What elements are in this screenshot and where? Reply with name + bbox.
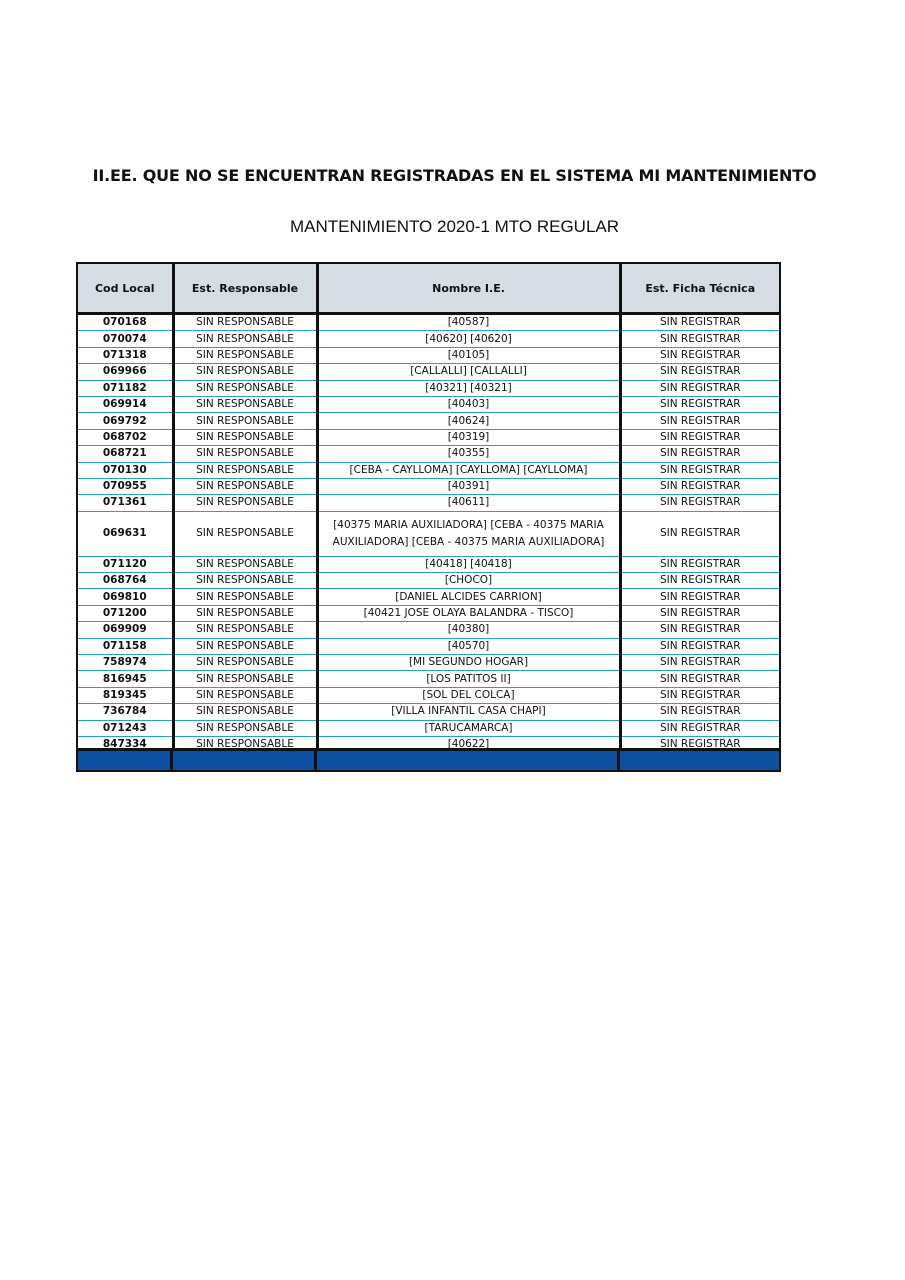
table-row [78, 671, 779, 687]
page-title: II.EE. QUE NO SE ENCUENTRAN REGISTRADAS EN EL SISTEMA MI MANTENIMIENTO [92, 166, 817, 185]
cell-est-responsable: SIN RESPONSABLE [173, 446, 317, 462]
cell-est-responsable: SIN RESPONSABLE [173, 556, 317, 572]
table-row [78, 556, 779, 572]
table-row [78, 396, 779, 412]
cell-est-responsable: SIN RESPONSABLE [173, 396, 317, 412]
table-row [78, 655, 779, 671]
table-row [78, 347, 779, 363]
cell-cod-local: 071318 [78, 347, 173, 363]
table-row [78, 573, 779, 589]
header-nombre-ie: Nombre I.E. [317, 264, 620, 314]
cell-cod-local: 847334 [78, 736, 173, 752]
cell-nombre-ie: [40375 MARIA AUXILIADORA] [CEBA - 40375 MARIA AUXILIADORA] [CEBA - 40375 MARIA AUXILIADORA] [317, 511, 620, 556]
cell-est-ficha-tecnica: SIN REGISTRAR [620, 556, 779, 572]
cell-est-ficha-tecnica: SIN REGISTRAR [620, 687, 779, 703]
cell-nombre-ie: [40611] [317, 495, 620, 511]
cell-est-responsable: SIN RESPONSABLE [173, 314, 317, 331]
cell-nombre-ie: [40380] [317, 622, 620, 638]
cell-cod-local: 068721 [78, 446, 173, 462]
table-row [78, 687, 779, 703]
cell-cod-local: 069631 [78, 511, 173, 556]
cell-nombre-ie: [CHOCO] [317, 573, 620, 589]
cell-est-responsable: SIN RESPONSABLE [173, 462, 317, 478]
cell-cod-local: 070130 [78, 462, 173, 478]
cell-nombre-ie: [SOL DEL COLCA] [317, 687, 620, 703]
cell-est-responsable: SIN RESPONSABLE [173, 347, 317, 363]
cell-est-ficha-tecnica: SIN REGISTRAR [620, 704, 779, 720]
cell-est-ficha-tecnica: SIN REGISTRAR [620, 655, 779, 671]
footer-cell [317, 751, 620, 770]
cell-nombre-ie: [40622] [317, 736, 620, 752]
cell-cod-local: 071243 [78, 720, 173, 736]
cell-cod-local: 819345 [78, 687, 173, 703]
cell-nombre-ie: [40587] [317, 314, 620, 331]
cell-est-ficha-tecnica: SIN REGISTRAR [620, 605, 779, 621]
cell-est-ficha-tecnica: SIN REGISTRAR [620, 511, 779, 556]
cell-est-responsable: SIN RESPONSABLE [173, 364, 317, 380]
footer-cell [620, 751, 779, 770]
data-table [78, 264, 779, 753]
cell-est-ficha-tecnica: SIN REGISTRAR [620, 573, 779, 589]
cell-est-ficha-tecnica: SIN REGISTRAR [620, 720, 779, 736]
footer-cell [173, 751, 317, 770]
table-row [78, 495, 779, 511]
cell-nombre-ie: [40403] [317, 396, 620, 412]
header-row [78, 264, 779, 314]
cell-cod-local: 068702 [78, 429, 173, 445]
table-row [78, 478, 779, 494]
ie-table [76, 262, 781, 772]
header-est-responsable: Est. Responsable [173, 264, 317, 314]
cell-est-responsable: SIN RESPONSABLE [173, 655, 317, 671]
cell-est-ficha-tecnica: SIN REGISTRAR [620, 478, 779, 494]
cell-est-ficha-tecnica: SIN REGISTRAR [620, 622, 779, 638]
cell-cod-local: 070074 [78, 331, 173, 347]
cell-nombre-ie: [40355] [317, 446, 620, 462]
table-footer-bar [78, 748, 779, 770]
cell-cod-local: 070955 [78, 478, 173, 494]
footer-cell [78, 751, 173, 770]
cell-cod-local: 070168 [78, 314, 173, 331]
cell-est-responsable: SIN RESPONSABLE [173, 605, 317, 621]
cell-cod-local: 071182 [78, 380, 173, 396]
cell-nombre-ie: [40570] [317, 638, 620, 654]
cell-est-ficha-tecnica: SIN REGISTRAR [620, 495, 779, 511]
cell-cod-local: 736784 [78, 704, 173, 720]
subtitle: MANTENIMIENTO 2020-1 MTO REGULAR [289, 217, 620, 236]
cell-est-responsable: SIN RESPONSABLE [173, 573, 317, 589]
table-row [78, 413, 779, 429]
cell-cod-local: 069810 [78, 589, 173, 605]
cell-est-ficha-tecnica: SIN REGISTRAR [620, 671, 779, 687]
table-row [78, 380, 779, 396]
cell-est-ficha-tecnica: SIN REGISTRAR [620, 413, 779, 429]
cell-est-ficha-tecnica: SIN REGISTRAR [620, 347, 779, 363]
cell-est-responsable: SIN RESPONSABLE [173, 687, 317, 703]
cell-cod-local: 071120 [78, 556, 173, 572]
cell-cod-local: 069909 [78, 622, 173, 638]
cell-nombre-ie: [40319] [317, 429, 620, 445]
cell-est-ficha-tecnica: SIN REGISTRAR [620, 331, 779, 347]
cell-est-ficha-tecnica: SIN REGISTRAR [620, 736, 779, 752]
cell-nombre-ie: [MI SEGUNDO HOGAR] [317, 655, 620, 671]
cell-est-responsable: SIN RESPONSABLE [173, 478, 317, 494]
cell-est-responsable: SIN RESPONSABLE [173, 413, 317, 429]
cell-cod-local: 069792 [78, 413, 173, 429]
cell-est-ficha-tecnica: SIN REGISTRAR [620, 314, 779, 331]
cell-est-ficha-tecnica: SIN REGISTRAR [620, 396, 779, 412]
header-cod-local: Cod Local [78, 264, 173, 314]
cell-est-ficha-tecnica: SIN REGISTRAR [620, 446, 779, 462]
cell-nombre-ie: [40321] [40321] [317, 380, 620, 396]
table-row [78, 446, 779, 462]
cell-nombre-ie: [DANIEL ALCIDES CARRION] [317, 589, 620, 605]
table-row [78, 589, 779, 605]
cell-cod-local: 071361 [78, 495, 173, 511]
cell-cod-local: 071200 [78, 605, 173, 621]
cell-est-ficha-tecnica: SIN REGISTRAR [620, 589, 779, 605]
cell-cod-local: 068764 [78, 573, 173, 589]
cell-est-ficha-tecnica: SIN REGISTRAR [620, 429, 779, 445]
cell-est-responsable: SIN RESPONSABLE [173, 511, 317, 556]
table-row [78, 331, 779, 347]
cell-est-ficha-tecnica: SIN REGISTRAR [620, 380, 779, 396]
cell-est-responsable: SIN RESPONSABLE [173, 720, 317, 736]
table-row [78, 605, 779, 621]
cell-nombre-ie: [40421 JOSE OLAYA BALANDRA - TISCO] [317, 605, 620, 621]
table-body [78, 314, 779, 753]
cell-est-ficha-tecnica: SIN REGISTRAR [620, 364, 779, 380]
cell-nombre-ie: [40624] [317, 413, 620, 429]
table-row [78, 622, 779, 638]
cell-nombre-ie: [CEBA - CAYLLOMA] [CAYLLOMA] [CAYLLOMA] [317, 462, 620, 478]
cell-est-ficha-tecnica: SIN REGISTRAR [620, 462, 779, 478]
cell-est-responsable: SIN RESPONSABLE [173, 589, 317, 605]
table-row [78, 364, 779, 380]
cell-nombre-ie: [TARUCAMARCA] [317, 720, 620, 736]
table-row [78, 511, 779, 556]
cell-est-responsable: SIN RESPONSABLE [173, 429, 317, 445]
cell-est-responsable: SIN RESPONSABLE [173, 622, 317, 638]
cell-est-responsable: SIN RESPONSABLE [173, 495, 317, 511]
table-row [78, 704, 779, 720]
table-row [78, 314, 779, 331]
cell-cod-local: 069966 [78, 364, 173, 380]
cell-nombre-ie: [CALLALLI] [CALLALLI] [317, 364, 620, 380]
cell-cod-local: 071158 [78, 638, 173, 654]
table-row [78, 720, 779, 736]
table-row [78, 462, 779, 478]
cell-est-responsable: SIN RESPONSABLE [173, 671, 317, 687]
cell-nombre-ie: [LOS PATITOS II] [317, 671, 620, 687]
cell-nombre-ie: [40391] [317, 478, 620, 494]
header-est-ficha-tecnica: Est. Ficha Técnica [620, 264, 779, 314]
cell-nombre-ie: [VILLA INFANTIL CASA CHAPI] [317, 704, 620, 720]
cell-nombre-ie: [40620] [40620] [317, 331, 620, 347]
cell-cod-local: 069914 [78, 396, 173, 412]
cell-est-responsable: SIN RESPONSABLE [173, 736, 317, 752]
table-row [78, 429, 779, 445]
cell-est-responsable: SIN RESPONSABLE [173, 380, 317, 396]
cell-est-responsable: SIN RESPONSABLE [173, 704, 317, 720]
cell-est-responsable: SIN RESPONSABLE [173, 638, 317, 654]
cell-cod-local: 758974 [78, 655, 173, 671]
cell-est-responsable: SIN RESPONSABLE [173, 331, 317, 347]
cell-nombre-ie: [40105] [317, 347, 620, 363]
cell-nombre-ie: [40418] [40418] [317, 556, 620, 572]
cell-cod-local: 816945 [78, 671, 173, 687]
cell-est-ficha-tecnica: SIN REGISTRAR [620, 638, 779, 654]
table-row [78, 638, 779, 654]
